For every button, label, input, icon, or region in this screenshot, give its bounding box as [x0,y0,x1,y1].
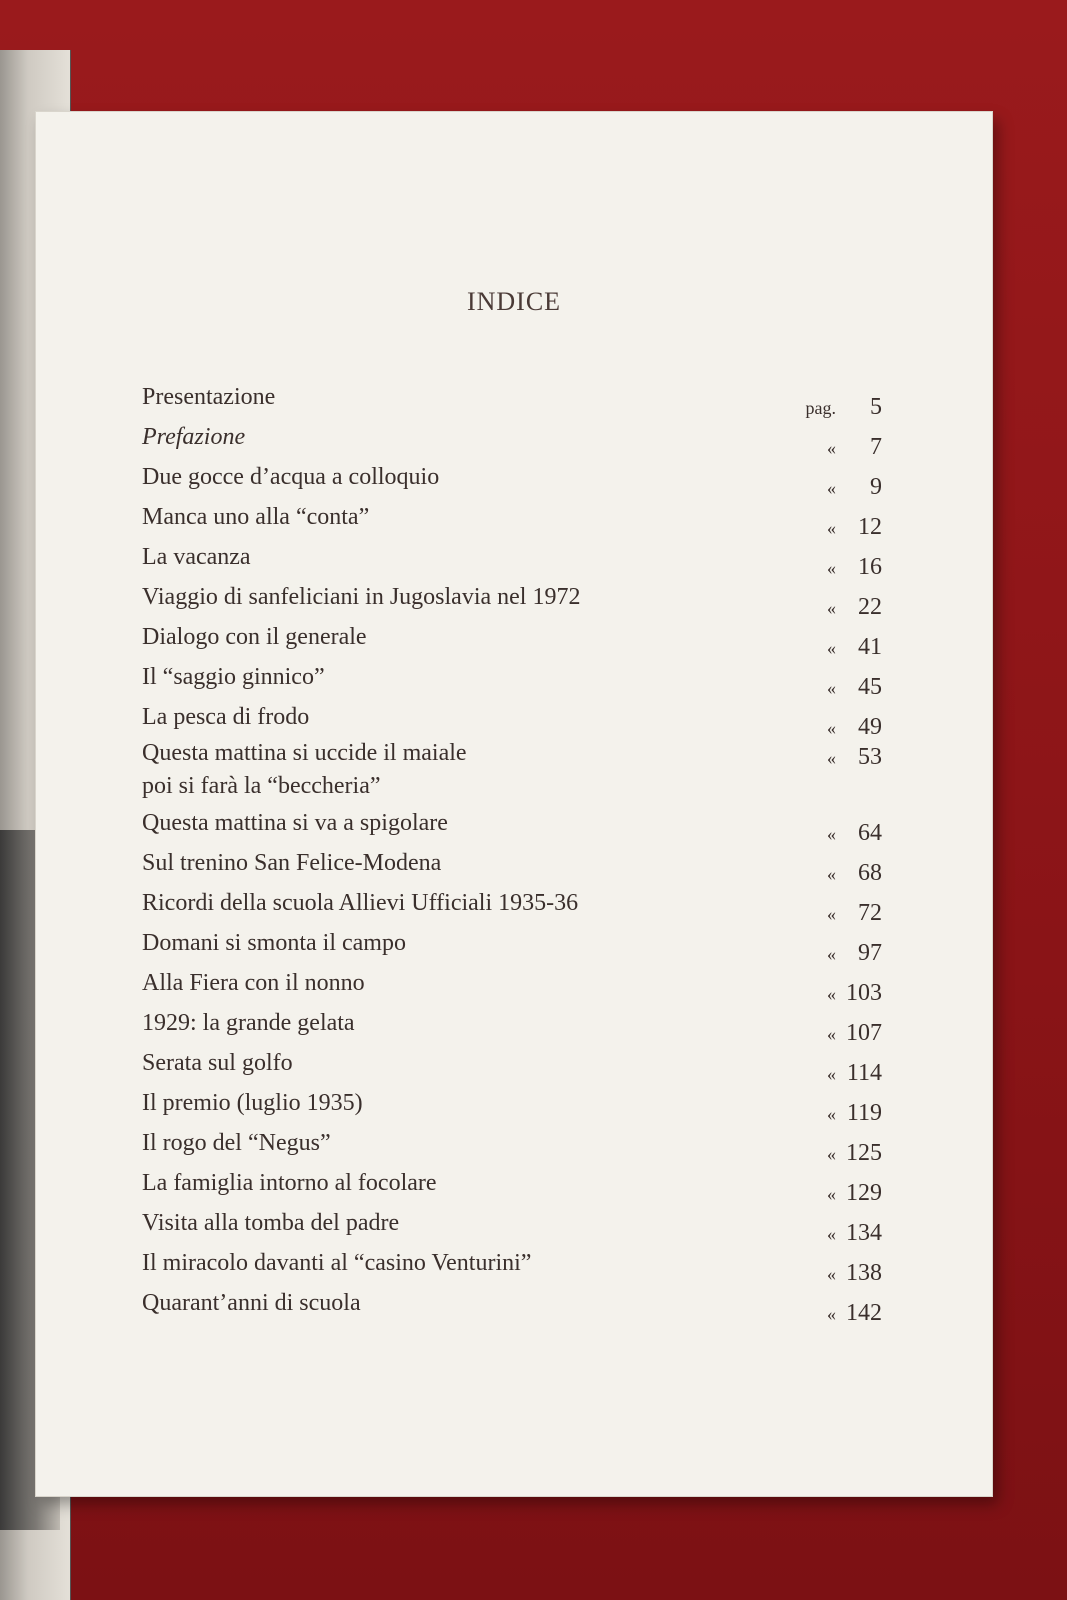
page-title: INDICE [466,287,562,316]
toc-entry [142,1243,882,1286]
toc-entry-title: La pesca di frodo [142,704,310,730]
toc-entry-title: Dialogo con il generale [142,624,367,650]
toc-entry [142,417,882,460]
toc-entry-marker: « [827,1224,836,1244]
toc-entry-page-ref [792,737,882,775]
toc-entry-page-number: 45 [858,674,882,700]
toc-entry [142,497,882,540]
toc-entry-marker: « [827,904,836,924]
toc-entry [142,1043,882,1086]
toc-entry [142,377,882,420]
table-of-contents [142,377,882,1326]
toc-entry-page-number: 64 [858,820,882,846]
toc-entry-page-ref [792,1283,882,1334]
toc-entry-marker: « [827,678,836,698]
toc-entry-title: Due gocce d’acqua a colloquio [142,464,440,490]
toc-entry-page-number: 22 [858,594,882,620]
toc-entry-page-number: 9 [870,474,882,500]
toc-entry-page-number: 68 [858,860,882,886]
toc-entry-marker: « [827,478,836,498]
toc-entry-title: Il premio (luglio 1935) [142,1090,363,1116]
toc-entry [142,803,882,846]
toc-entry [142,457,882,500]
toc-entry [142,577,882,620]
toc-entry-title: Il “saggio ginnico” [142,664,325,690]
toc-entry-title: Questa mattina si va a spigolare [142,810,448,836]
toc-entry-page-number: 49 [858,714,882,740]
toc-entry [142,843,882,886]
toc-entry-title: Alla Fiera con il nonno [142,970,365,996]
toc-entry-page-number: 16 [858,554,882,580]
toc-entry-marker: « [827,718,836,738]
toc-entry [142,883,882,926]
toc-entry-title: Serata sul golfo [142,1050,293,1076]
toc-entry-marker: « [827,1144,836,1164]
toc-entry-title: Questa mattina si uccide il maiale poi si farà la “beccheria” [142,740,467,799]
toc-entry-title: La famiglia intorno al focolare [142,1170,437,1196]
toc-entry-marker: « [827,824,836,844]
toc-entry-title: Il miracolo davanti al “casino Venturini” [142,1250,532,1276]
toc-entry [142,737,882,803]
toc-entry-marker: « [827,1024,836,1044]
toc-entry-page-number: 119 [846,1100,882,1126]
toc-entry-title: Presentazione [142,384,276,410]
toc-entry-marker: « [827,748,836,768]
toc-entry-marker: « [827,944,836,964]
toc-entry-marker: « [827,1064,836,1084]
toc-entry-title: Quarant’anni di scuola [142,1290,361,1316]
toc-entry-page-number: 114 [846,1060,882,1086]
toc-entry-page-number: 138 [846,1260,882,1286]
toc-entry-title: Prefazione [142,424,246,450]
toc-entry [142,617,882,660]
toc-entry-page-number: 107 [846,1020,882,1046]
toc-entry-marker: « [827,1264,836,1284]
toc-entry-title: Ricordi della scuola Allievi Ufficiali 1935-36 [142,890,579,916]
toc-entry-marker: pag. [805,398,836,418]
toc-entry-page-number: 125 [846,1140,882,1166]
toc-entry-marker: « [827,438,836,458]
toc-entry-title: Sul trenino San Felice-Modena [142,850,442,876]
toc-entry [142,1003,882,1046]
toc-entry [142,1283,882,1326]
toc-entry [142,657,882,700]
toc-entry-marker: « [827,1104,836,1124]
toc-entry [142,697,882,740]
toc-entry-marker: « [827,1184,836,1204]
toc-entry-marker: « [827,1304,836,1324]
toc-entry-title: La vacanza [142,544,251,570]
toc-entry-page-number: 129 [846,1180,882,1206]
toc-entry-marker: « [827,638,836,658]
toc-entry-marker: « [827,598,836,618]
toc-entry [142,1163,882,1206]
toc-entry-title: Manca uno alla “conta” [142,504,370,530]
toc-entry-page-number: 41 [858,634,882,660]
toc-entry-marker: « [827,518,836,538]
book-page [36,112,992,1496]
toc-entry-page-number: 72 [858,900,882,926]
toc-entry-title: Viaggio di sanfeliciani in Jugoslavia nel 1972 [142,584,581,610]
toc-entry-marker: « [827,558,836,578]
toc-entry-page-number: 103 [846,980,882,1006]
toc-entry-marker: « [827,864,836,884]
toc-entry-page-number: 7 [870,434,882,460]
toc-entry [142,1123,882,1166]
toc-entry-title: Domani si smonta il campo [142,930,406,956]
toc-entry-page-number: 97 [858,940,882,966]
toc-entry [142,963,882,1006]
toc-entry-page-number: 53 [858,744,882,770]
toc-entry-page-number: 5 [870,394,882,420]
toc-entry-marker: « [827,984,836,1004]
toc-entry [142,1083,882,1126]
toc-entry-title: 1929: la grande gelata [142,1010,355,1036]
toc-entry-page-number: 142 [846,1300,882,1326]
toc-entry [142,537,882,580]
toc-entry [142,1203,882,1246]
toc-entry-page-number: 12 [858,514,882,540]
toc-entry-title: Visita alla tomba del padre [142,1210,400,1236]
toc-entry-page-number: 134 [846,1220,882,1246]
toc-entry-title: Il rogo del “Negus” [142,1130,331,1156]
toc-entry [142,923,882,966]
